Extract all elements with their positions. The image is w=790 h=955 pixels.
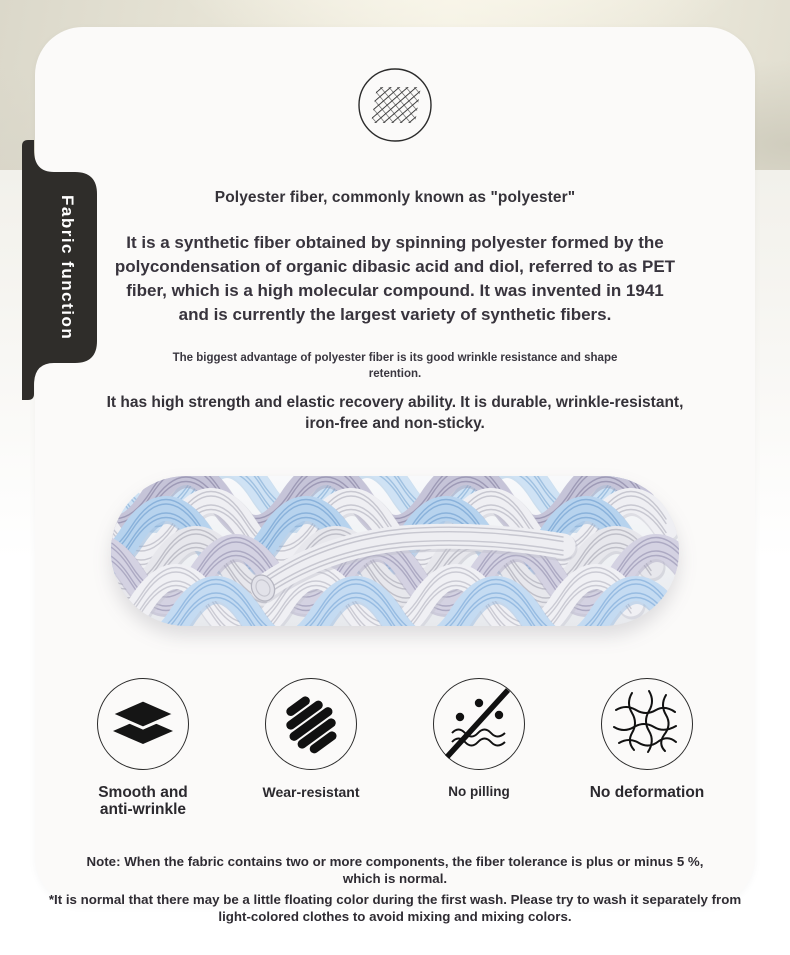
- section-title: Polyester fiber, commonly known as "polyester": [214, 189, 576, 206]
- layers-icon: [97, 678, 189, 770]
- feature-item-pilling: [401, 678, 557, 820]
- feature-label: Smooth and anti-wrinkle: [98, 783, 188, 819]
- feature-label: No pilling: [448, 783, 510, 799]
- feature-label: No deformation: [589, 783, 705, 801]
- tab-label: Fabric function: [58, 194, 77, 341]
- feature-item-deformation: [569, 678, 725, 820]
- no-pilling-icon: [433, 678, 525, 770]
- product-card: [35, 27, 755, 925]
- fabric-weave-icon: [357, 67, 433, 143]
- feature-item-wear: [233, 678, 389, 820]
- tolerance-note: Note: When the fabric contains two or more components, the fiber tolerance is plus or minus 5 %, which is normal.: [86, 854, 704, 886]
- feature-label: Wear-resistant: [262, 783, 360, 800]
- intro-paragraph: It is a synthetic fiber obtained by spinning polyester formed by the polycondensation of organic dibasic acid and diol, referred to as PET fiber, which is a high molecular compound. It was invented in 1941 and is currently the largest variety of synthetic fibers.: [114, 233, 676, 325]
- wash-note: *It is normal that there may be a little floating color during the first wash. Please try to wash it separately from light-colored clothes to avoid mixing and mixing colors.: [48, 892, 742, 925]
- advantage-note: The biggest advantage of polyester fiber is its good wrinkle resistance and shape retention.: [172, 351, 618, 381]
- strength-paragraph: It has high strength and elastic recovery ability. It is durable, wrinkle-resistant, iron-free and non-sticky.: [106, 393, 684, 433]
- fabric-weave-image-wrap: [111, 476, 679, 626]
- fabric-weave-image: [111, 476, 679, 626]
- diagonal-stripes-icon: [265, 678, 357, 770]
- feature-list: [65, 678, 725, 820]
- feature-item-smooth: [65, 678, 221, 820]
- fabric-function-tab: [22, 138, 100, 404]
- mesh-icon: [601, 678, 693, 770]
